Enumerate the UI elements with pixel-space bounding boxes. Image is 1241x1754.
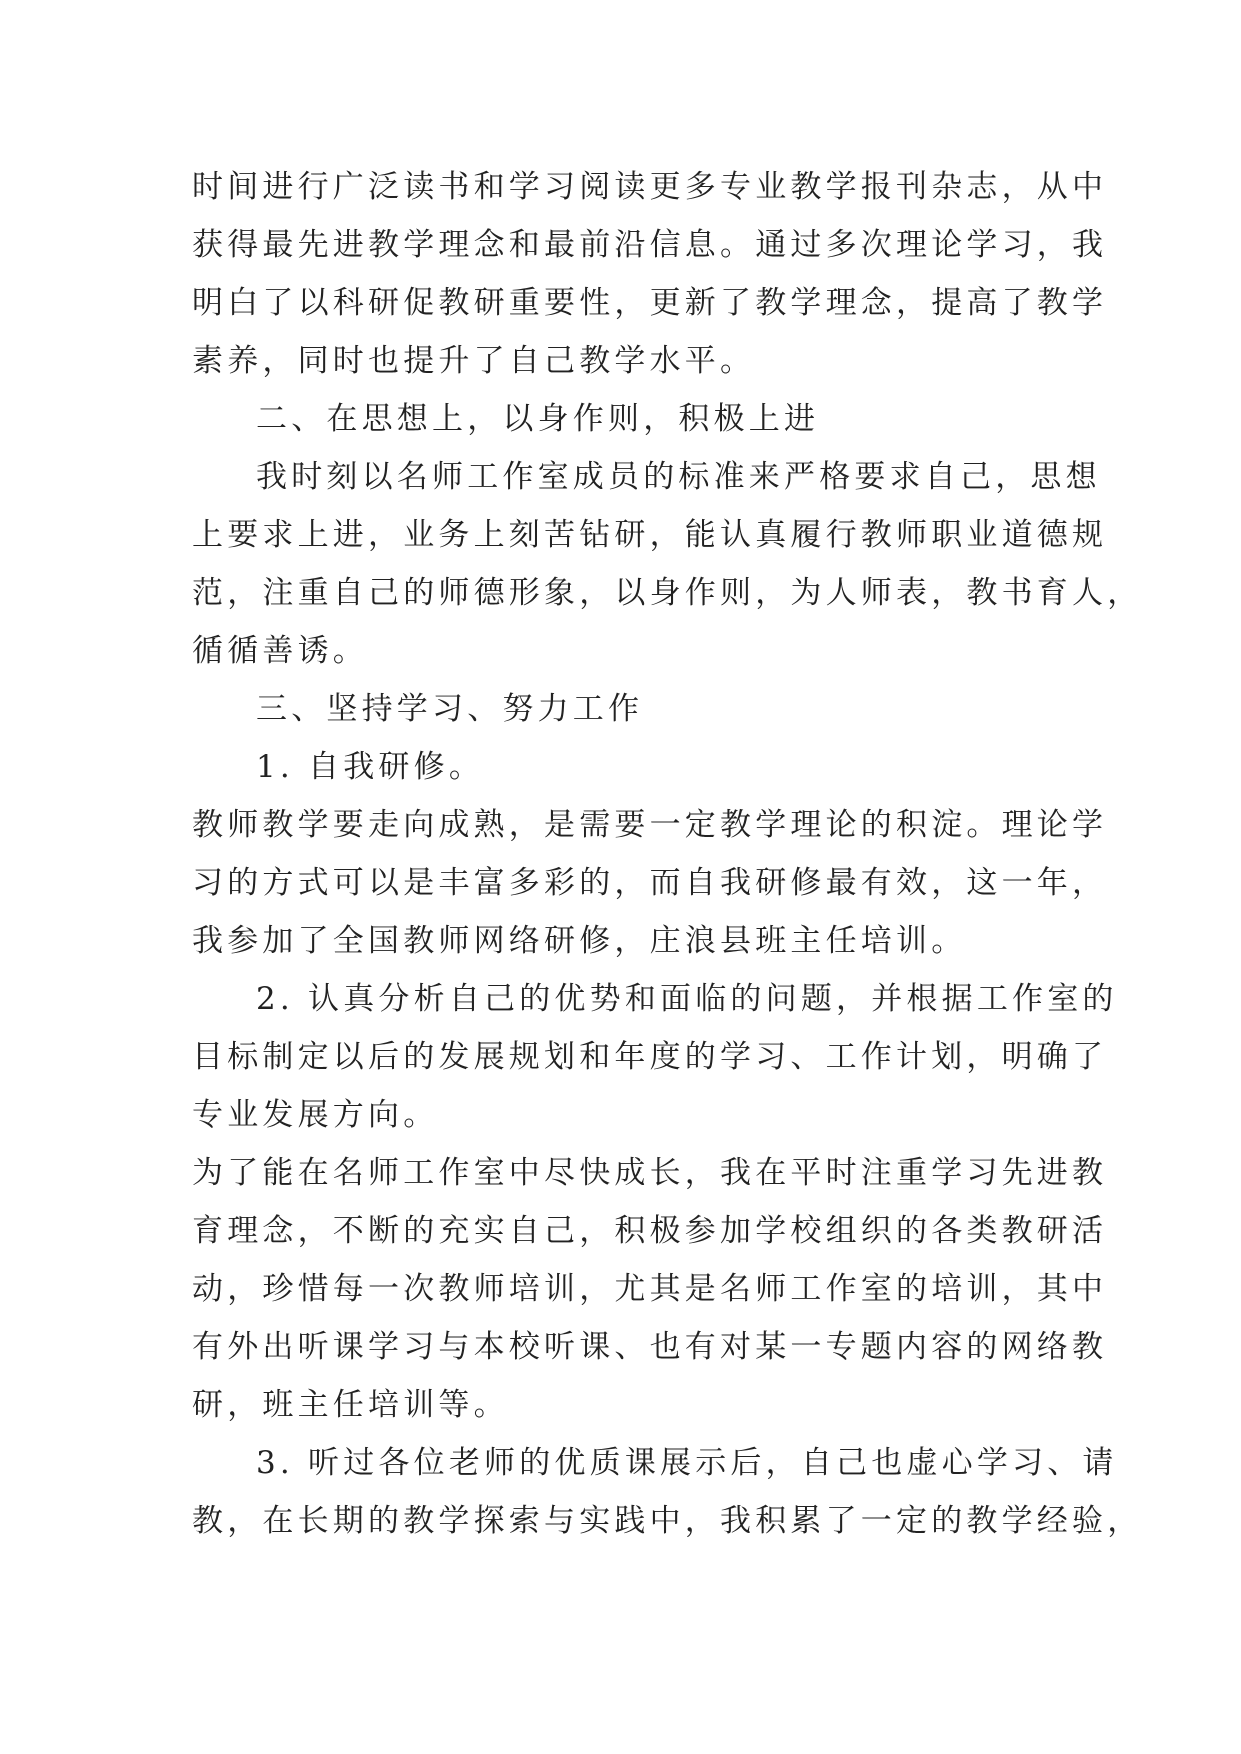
paragraph-line: 专业发展方向。 [192, 1097, 439, 1133]
paragraph-line: 有外出听课学习与本校听课、也有对某一专题内容的网络教 [192, 1329, 1108, 1365]
paragraph-line: 范，注重自己的师德形象，以身作则，为人师表，教书育人， [192, 575, 1143, 611]
paragraph-line: 素养，同时也提升了自己教学水平。 [192, 343, 756, 379]
paragraph-line: 明白了以科研促教研重要性，更新了教学理念，提高了教学 [192, 285, 1108, 321]
paragraph-line: 上要求上进，业务上刻苦钻研，能认真履行教师职业道德规 [192, 517, 1108, 553]
section-heading-3: 三、坚持学习、努力工作 [256, 691, 644, 727]
paragraph-line: 循循善诱。 [192, 633, 368, 669]
subsection-heading-1: 1. 自我研修。 [256, 749, 485, 785]
paragraph-line: 教，在长期的教学探索与实践中，我积累了一定的教学经验， [192, 1503, 1143, 1539]
paragraph-line: 为了能在名师工作室中尽快成长，我在平时注重学习先进教 [192, 1155, 1108, 1191]
paragraph-line: 习的方式可以是丰富多彩的，而自我研修最有效，这一年， [192, 865, 1108, 901]
paragraph-line: 获得最先进教学理念和最前沿信息。通过多次理论学习，我 [192, 227, 1108, 263]
section-heading-2: 二、在思想上，以身作则，积极上进 [256, 401, 820, 437]
paragraph-line: 目标制定以后的发展规划和年度的学习、工作计划，明确了 [192, 1039, 1108, 1075]
paragraph-line: 时间进行广泛读书和学习阅读更多专业教学报刊杂志，从中 [192, 169, 1108, 205]
paragraph-line: 教师教学要走向成熟，是需要一定教学理论的积淀。理论学 [192, 807, 1108, 843]
document-body [192, 158, 1143, 1550]
paragraph-line: 我参加了全国教师网络研修，庄浪县班主任培训。 [192, 923, 967, 959]
paragraph-line: 2. 认真分析自己的优势和面临的问题，并根据工作室的 [256, 981, 1118, 1017]
paragraph-line: 育理念，不断的充实自己，积极参加学校组织的各类教研活 [192, 1213, 1108, 1249]
paragraph-line: 动，珍惜每一次教师培训，尤其是名师工作室的培训，其中 [192, 1271, 1108, 1307]
paragraph-line: 研，班主任培训等。 [192, 1387, 509, 1423]
paragraph-line: 3. 听过各位老师的优质课展示后，自己也虚心学习、请 [256, 1445, 1118, 1481]
paragraph-line: 我时刻以名师工作室成员的标准来严格要求自己，思想 [256, 459, 1101, 495]
